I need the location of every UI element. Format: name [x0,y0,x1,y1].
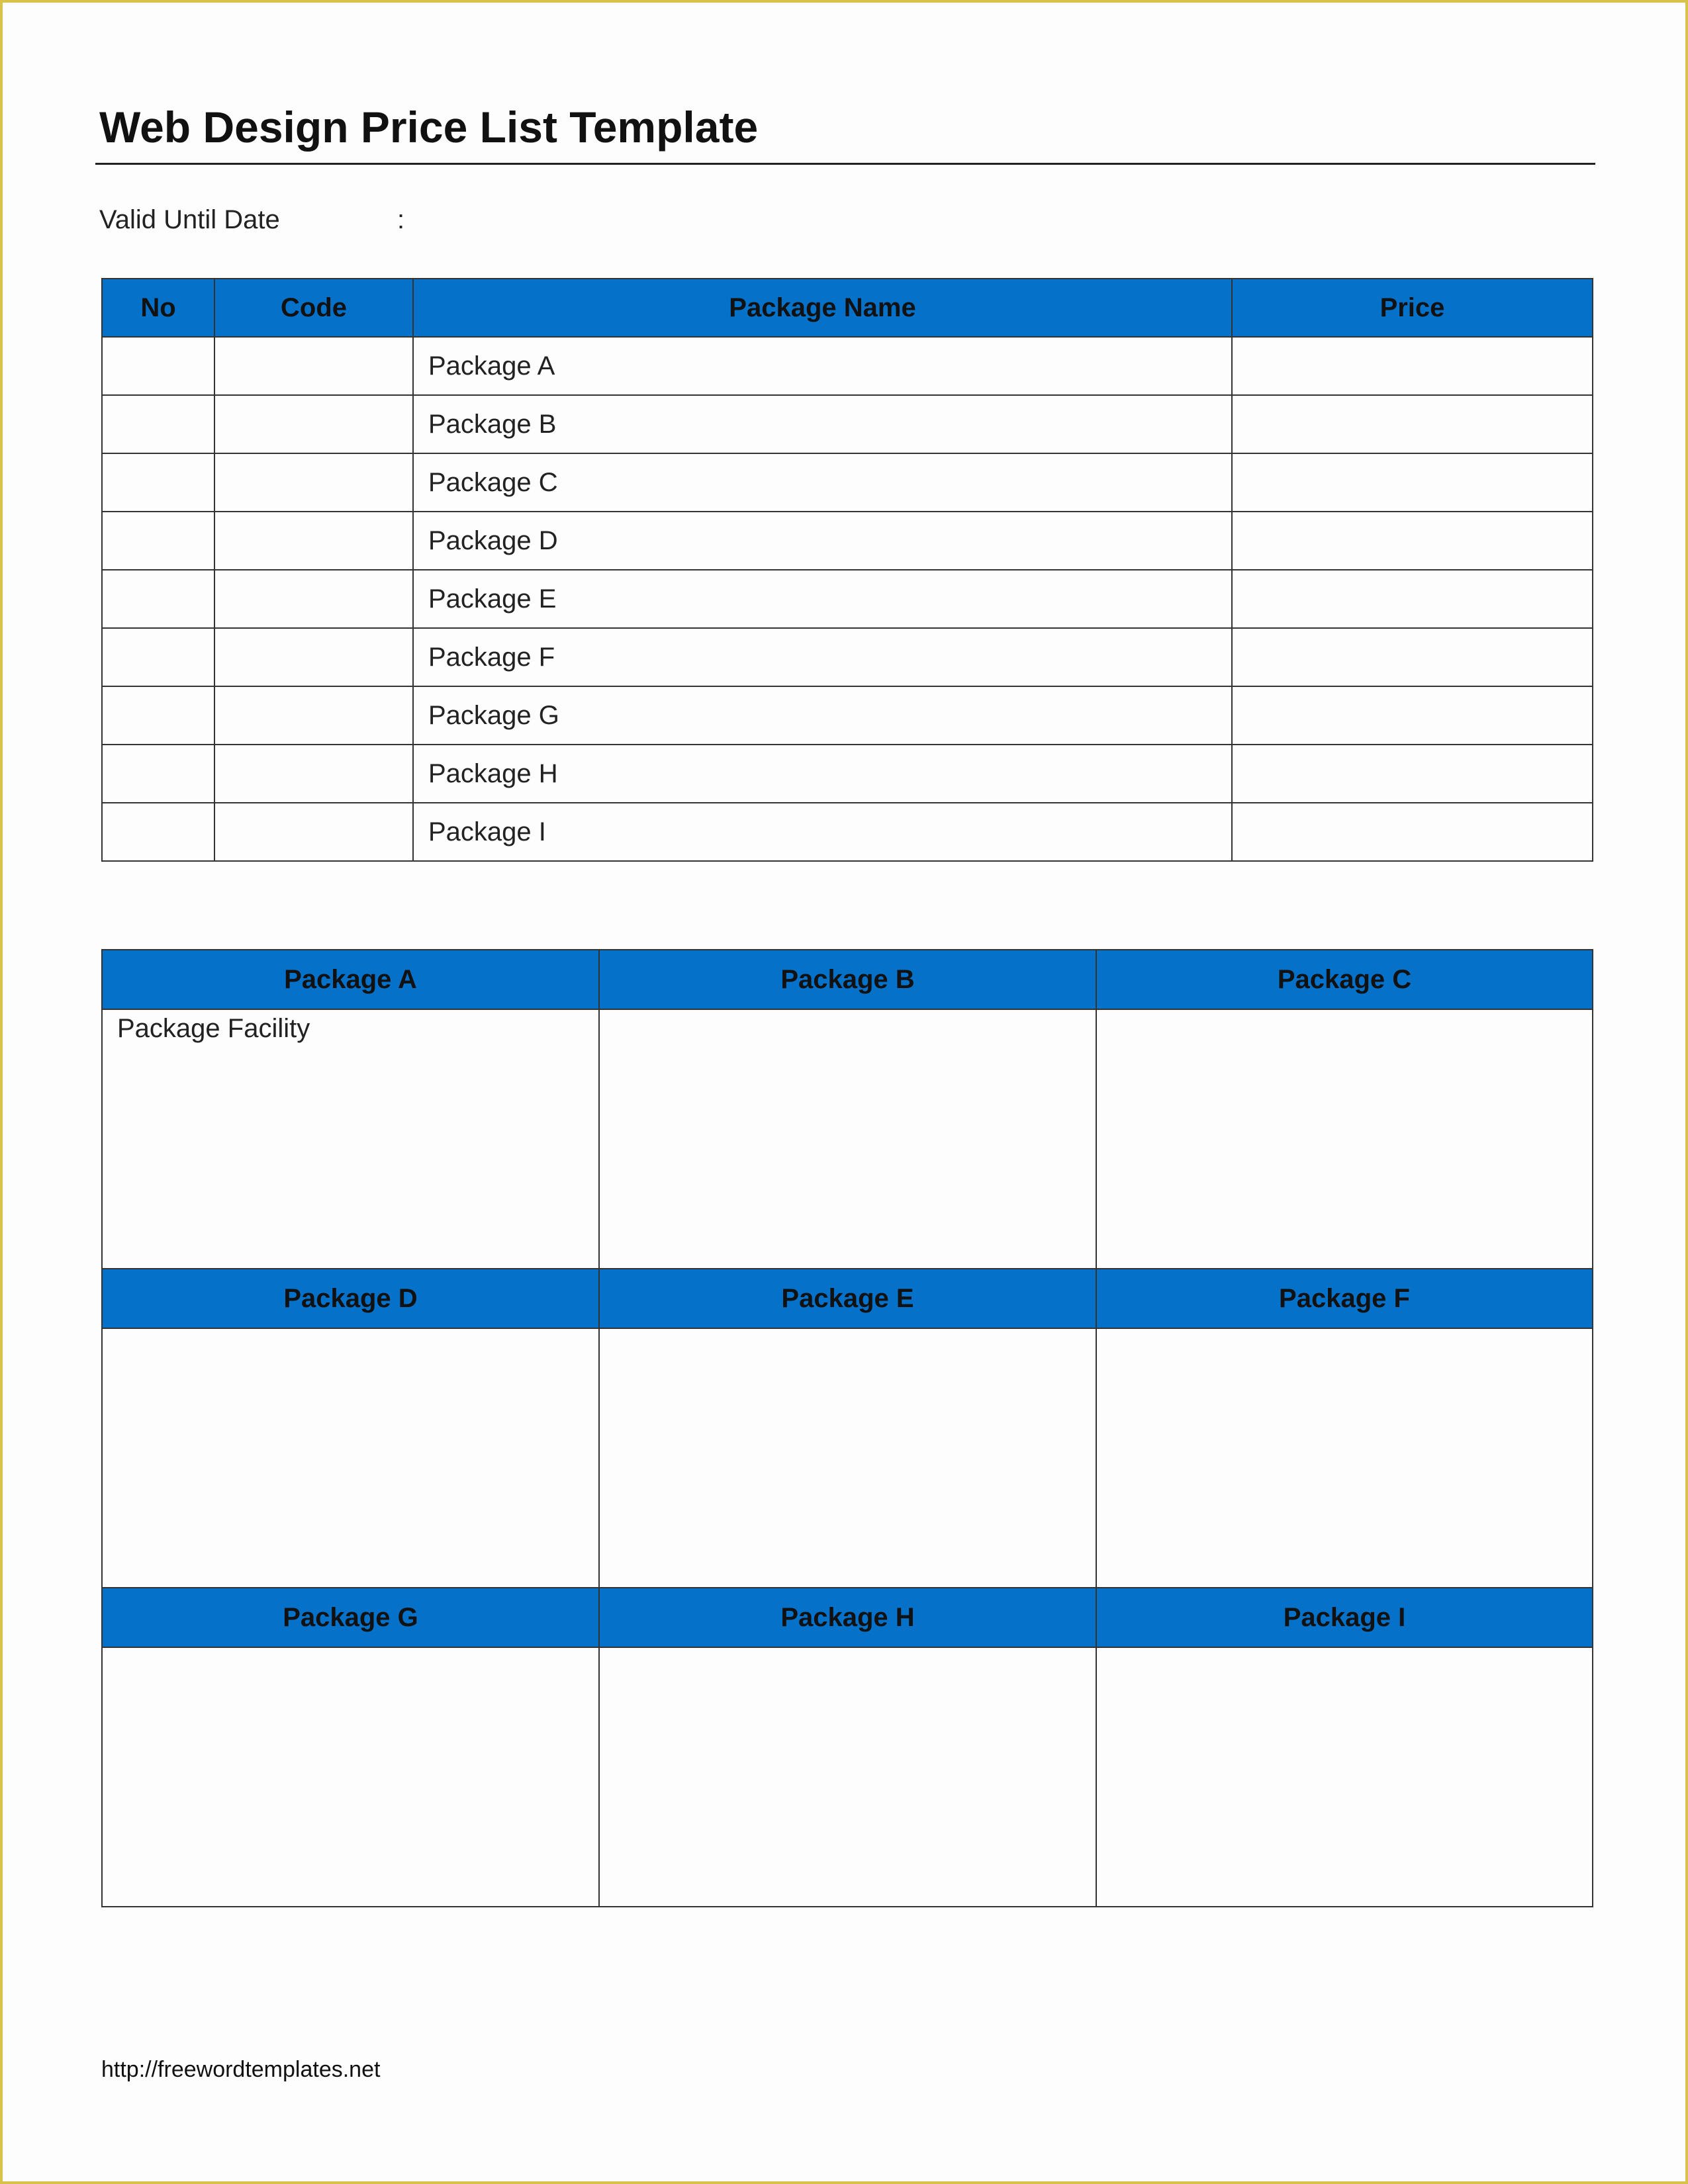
cell-price[interactable] [1232,745,1593,803]
cell-code[interactable] [214,745,413,803]
cell-package-name[interactable]: Package G [413,686,1232,745]
package-details-cell[interactable] [599,1009,1096,1269]
package-details-cell[interactable] [1096,1647,1593,1907]
table-row [102,745,1593,803]
table-row [102,570,1593,628]
table-row [102,395,1593,453]
cell-code[interactable] [214,395,413,453]
cell-code[interactable] [214,512,413,570]
package-header: Package G [102,1588,599,1647]
package-header: Package E [599,1269,1096,1328]
cell-no[interactable] [102,745,214,803]
cell-package-name[interactable]: Package C [413,453,1232,512]
cell-package-name[interactable]: Package I [413,803,1232,861]
cell-package-name[interactable]: Package F [413,628,1232,686]
cell-no[interactable] [102,570,214,628]
package-details-text [103,1648,598,1652]
cell-price[interactable] [1232,395,1593,453]
table-row [102,453,1593,512]
cell-code[interactable] [214,803,413,861]
cell-code[interactable] [214,570,413,628]
package-details-cell[interactable] [1096,1009,1593,1269]
valid-until-label: Valid Until Date [99,205,280,234]
package-header-row [102,1588,1593,1647]
cell-no[interactable] [102,803,214,861]
cell-price[interactable] [1232,337,1593,395]
cell-price[interactable] [1232,803,1593,861]
cell-package-name[interactable]: Package D [413,512,1232,570]
cell-package-name[interactable]: Package B [413,395,1232,453]
cell-no[interactable] [102,628,214,686]
package-details-text [600,1010,1096,1014]
package-details-row [102,1009,1593,1269]
title-underline [95,163,1595,165]
cell-price[interactable] [1232,453,1593,512]
package-header: Package C [1096,950,1593,1009]
table-row [102,512,1593,570]
package-details-row [102,1647,1593,1907]
cell-code[interactable] [214,337,413,395]
footer-url[interactable]: http://freewordtemplates.net [101,2057,381,2082]
header-no: No [102,279,214,337]
package-details-grid [101,949,1593,1907]
document-page [3,3,1685,2181]
cell-package-name[interactable]: Package H [413,745,1232,803]
header-price: Price [1232,279,1593,337]
package-facility-label: Package Facility [117,1014,310,1043]
valid-until-row [99,205,405,235]
package-header: Package D [102,1269,599,1328]
price-table-header-row [102,279,1593,337]
page-title: Web Design Price List Template [99,103,759,152]
valid-until-colon: : [397,205,405,234]
cell-price[interactable] [1232,570,1593,628]
package-details-text [1097,1648,1592,1652]
cell-no[interactable] [102,686,214,745]
cell-price[interactable] [1232,512,1593,570]
package-details-row [102,1328,1593,1588]
cell-no[interactable] [102,337,214,395]
package-details-text [600,1329,1096,1333]
package-header: Package H [599,1588,1096,1647]
table-row [102,803,1593,861]
package-details-cell[interactable] [102,1009,599,1269]
cell-price[interactable] [1232,686,1593,745]
package-header: Package A [102,950,599,1009]
table-row [102,337,1593,395]
cell-package-name[interactable]: Package E [413,570,1232,628]
cell-no[interactable] [102,395,214,453]
table-row [102,628,1593,686]
cell-package-name[interactable]: Package A [413,337,1232,395]
package-details-text [1097,1329,1592,1333]
price-list-table [101,278,1593,862]
package-header: Package I [1096,1588,1593,1647]
cell-no[interactable] [102,512,214,570]
package-header: Package B [599,950,1096,1009]
package-details-text [103,1329,598,1333]
table-row [102,686,1593,745]
cell-code[interactable] [214,453,413,512]
package-details-cell[interactable] [102,1647,599,1907]
package-details-text [600,1648,1096,1652]
package-details-cell[interactable] [599,1647,1096,1907]
package-details-cell[interactable] [102,1328,599,1588]
package-details-cell[interactable] [1096,1328,1593,1588]
header-package-name: Package Name [413,279,1232,337]
package-details-cell[interactable] [599,1328,1096,1588]
package-header-row [102,1269,1593,1328]
package-details-text [1097,1010,1592,1014]
cell-code[interactable] [214,628,413,686]
cell-no[interactable] [102,453,214,512]
cell-code[interactable] [214,686,413,745]
cell-price[interactable] [1232,628,1593,686]
header-code: Code [214,279,413,337]
package-header: Package F [1096,1269,1593,1328]
package-header-row [102,950,1593,1009]
